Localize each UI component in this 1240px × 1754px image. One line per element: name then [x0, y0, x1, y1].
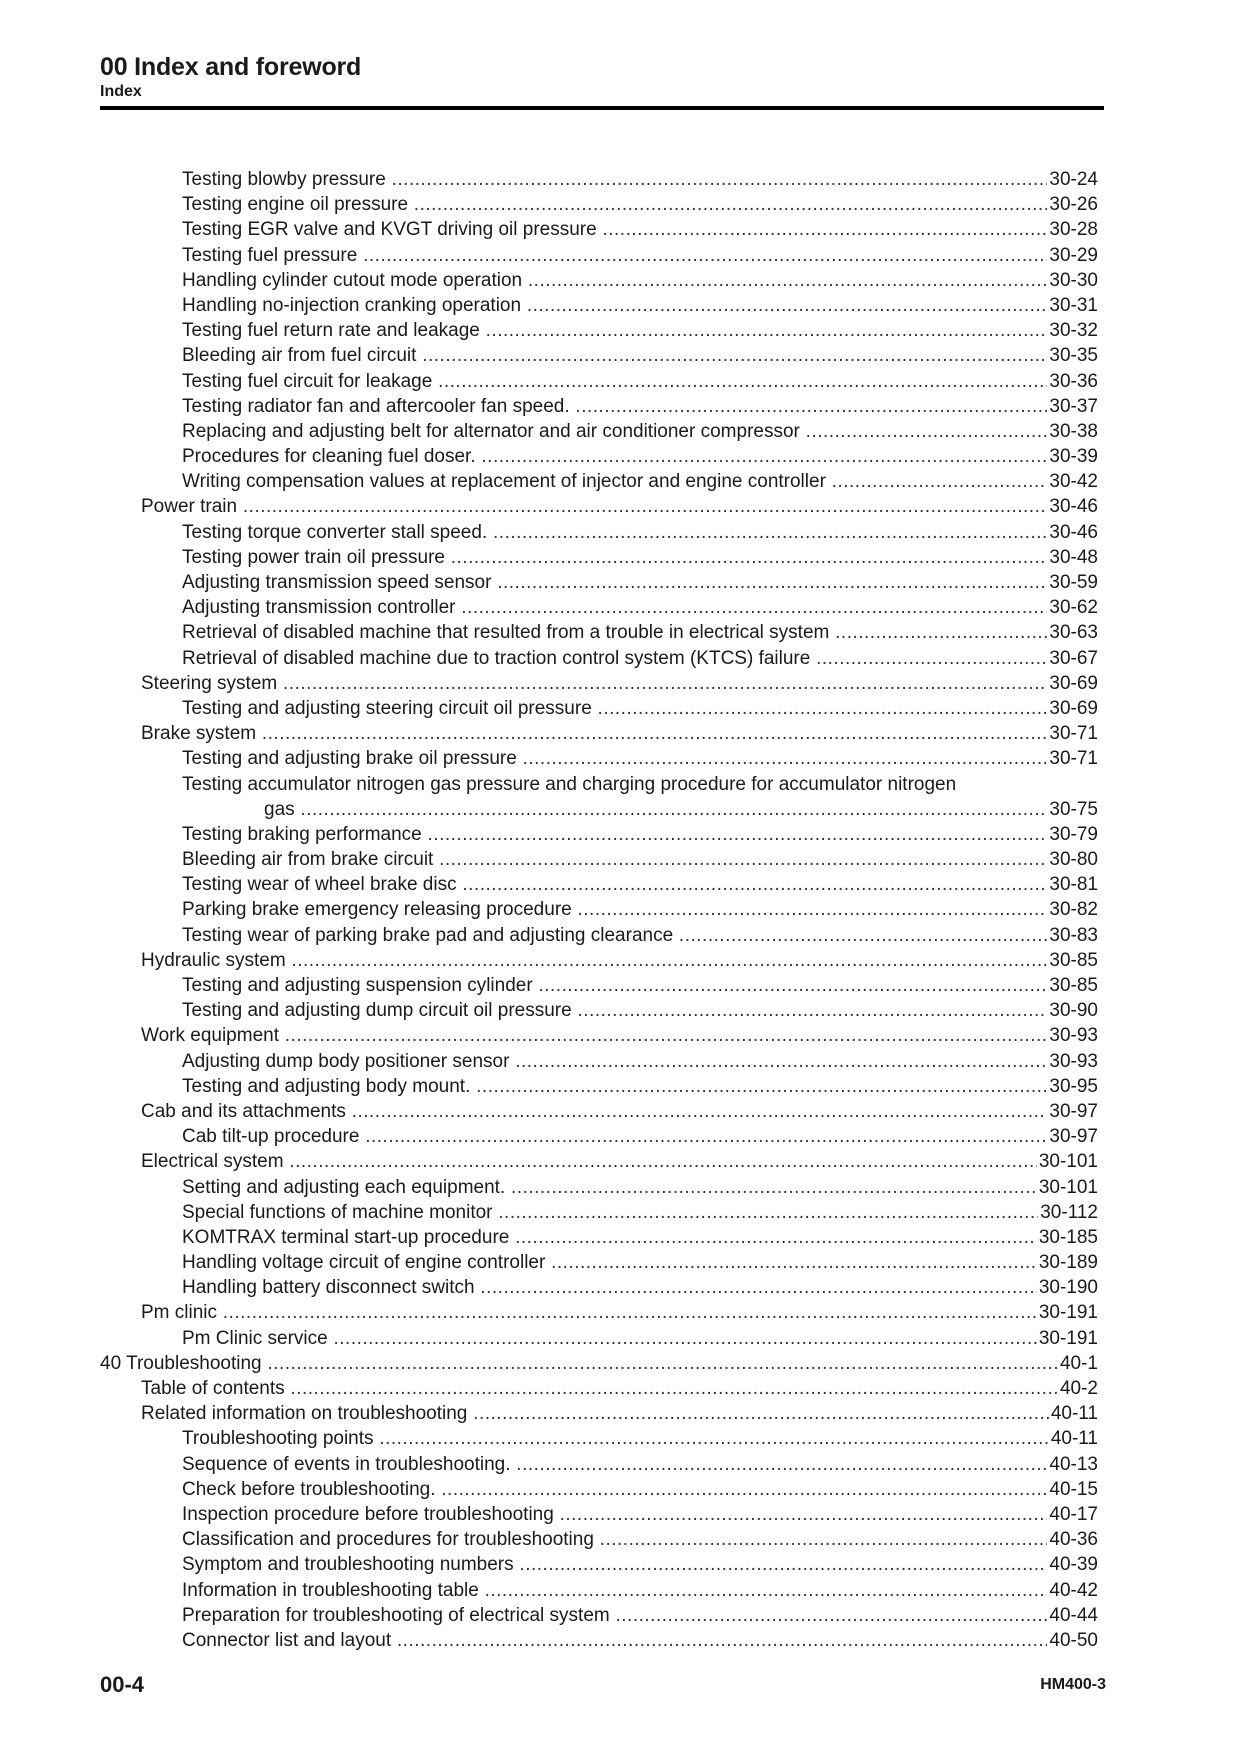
index-entry-page: 30-30	[1047, 268, 1098, 293]
index-entry-page: 30-97	[1047, 1099, 1098, 1124]
section-subtitle: Index	[100, 83, 142, 100]
index-entry-title-continued: gas .....	[264, 797, 1098, 822]
index-entry-title: Related information on troubleshooting .....	[141, 1401, 1098, 1426]
index-entry[interactable]	[100, 419, 1098, 444]
index-entry-title: Testing blowby pressure .....	[182, 167, 1098, 192]
index-entry[interactable]	[100, 1578, 1098, 1603]
index-entry[interactable]	[100, 1300, 1098, 1325]
index-entry-title: Retrieval of disabled machine that resulted from a trouble in electrical system .....	[182, 620, 1098, 645]
index-entry-title: Hydraulic system .....	[141, 948, 1098, 973]
index-entry-title: Writing compensation values at replacement of injector and engine controller .....	[182, 469, 1098, 494]
index-entry-page: 40-39	[1047, 1552, 1098, 1577]
index-entry-page: 30-189	[1037, 1250, 1098, 1275]
index-entry-title: Adjusting transmission controller .....	[182, 595, 1098, 620]
index-entry[interactable]	[100, 772, 1098, 822]
index-entry[interactable]	[100, 394, 1098, 419]
index-entry-title: Symptom and troubleshooting numbers .....	[182, 1552, 1098, 1577]
index-entry[interactable]	[100, 243, 1098, 268]
index-entry[interactable]	[100, 1351, 1098, 1376]
index-entry-page: 30-71	[1047, 721, 1098, 746]
index-entry-page: 30-112	[1038, 1200, 1098, 1225]
index-entry-title: Testing and adjusting suspension cylinder .....	[182, 973, 1098, 998]
index-entry[interactable]	[100, 1603, 1098, 1628]
index-entry[interactable]	[100, 268, 1098, 293]
index-entry[interactable]	[100, 1250, 1098, 1275]
index-entry-page: 30-62	[1047, 595, 1098, 620]
index-entry-page: 30-24	[1047, 167, 1098, 192]
index-entry[interactable]	[100, 1628, 1098, 1653]
index-entry-page: 40-17	[1047, 1502, 1098, 1527]
index-entry-title: Work equipment .....	[141, 1023, 1098, 1048]
index-entry-title: Brake system .....	[141, 721, 1098, 746]
index-entry-page: 30-69	[1047, 671, 1098, 696]
index-entry[interactable]	[100, 872, 1098, 897]
index-entry-page: 30-42	[1047, 469, 1098, 494]
index-entry-title: Bleeding air from fuel circuit .....	[182, 343, 1098, 368]
index-entry[interactable]	[100, 671, 1098, 696]
index-entry[interactable]	[100, 520, 1098, 545]
index-entry[interactable]	[100, 192, 1098, 217]
index-entry[interactable]	[100, 1401, 1098, 1426]
index-entry-page: 30-83	[1047, 923, 1098, 948]
index-entry-title: Testing torque converter stall speed. .....	[182, 520, 1098, 545]
index-entry-title: Replacing and adjusting belt for alternator and air conditioner compressor .....	[182, 419, 1098, 444]
index-entry[interactable]	[100, 646, 1098, 671]
index-entry-title: 40 Troubleshooting .....	[100, 1351, 1098, 1376]
index-entry-page: 30-69	[1047, 696, 1098, 721]
index-entry-title: Bleeding air from brake circuit .....	[182, 847, 1098, 872]
index-entry[interactable]	[100, 1124, 1098, 1149]
index-entry-title: Cab and its attachments .....	[141, 1099, 1098, 1124]
index-entry-title: Testing accumulator nitrogen gas pressure and charging procedure for accumulator nitrogen	[182, 773, 957, 795]
index-entry-page: 40-1	[1058, 1351, 1098, 1376]
index-entry[interactable]	[100, 1275, 1098, 1300]
index-entry-page: 30-101	[1037, 1149, 1098, 1174]
index-entry-page: 40-36	[1047, 1527, 1098, 1552]
index-entry-page: 30-63	[1047, 620, 1098, 645]
index-entry[interactable]	[100, 1099, 1098, 1124]
index-entry[interactable]	[100, 847, 1098, 872]
index-entry[interactable]	[100, 822, 1098, 847]
index-entry-page: 30-46	[1047, 494, 1098, 519]
index-entry-title: Special functions of machine monitor .....	[182, 1200, 1098, 1225]
index-entry-title: Pm Clinic service .....	[182, 1326, 1098, 1351]
index-entry[interactable]	[100, 696, 1098, 721]
index-entry-title: Testing radiator fan and aftercooler fan speed. .....	[182, 394, 1098, 419]
index-entry-title: Testing power train oil pressure .....	[182, 545, 1098, 570]
index-entry[interactable]	[100, 998, 1098, 1023]
model-number: HM400-3	[1040, 1676, 1106, 1693]
header-rule	[100, 106, 1104, 110]
index-entry-page: 40-11	[1049, 1401, 1098, 1426]
index-entry-page: 30-28	[1047, 217, 1098, 242]
index-entry[interactable]	[100, 469, 1098, 494]
index-entry-page: 40-13	[1047, 1452, 1098, 1477]
index-entry-title: Check before troubleshooting. .....	[182, 1477, 1098, 1502]
index-entry[interactable]	[100, 1527, 1098, 1552]
index-entry-title: Testing fuel return rate and leakage .....	[182, 318, 1098, 343]
index-entry-title: KOMTRAX terminal start-up procedure .....	[182, 1225, 1098, 1250]
index-entry-title: Testing and adjusting steering circuit oil pressure .....	[182, 696, 1098, 721]
index-entry[interactable]	[100, 1200, 1098, 1225]
index-entry-page: 30-93	[1047, 1049, 1098, 1074]
index-entry-title: Adjusting transmission speed sensor .....	[182, 570, 1098, 595]
index-entry-title: Cab tilt-up procedure .....	[182, 1124, 1098, 1149]
index-entry-page: 30-82	[1047, 897, 1098, 922]
index-entry-page: 30-75	[1047, 797, 1098, 822]
index-entry-title: Testing EGR valve and KVGT driving oil pressure .....	[182, 217, 1098, 242]
index-entry[interactable]	[100, 1175, 1098, 1200]
index-entry-title: Handling battery disconnect switch .....	[182, 1275, 1098, 1300]
index-entry[interactable]	[100, 1477, 1098, 1502]
index-entry[interactable]	[100, 1023, 1098, 1048]
index-entry[interactable]	[100, 1552, 1098, 1577]
index-entry[interactable]	[100, 1049, 1098, 1074]
index-entry-title: Setting and adjusting each equipment. .....	[182, 1175, 1098, 1200]
index-entry-page: 30-93	[1047, 1023, 1098, 1048]
chapter-title: 00 Index and foreword	[100, 53, 362, 81]
index-entry-page: 30-85	[1047, 948, 1098, 973]
index-entry-page: 30-46	[1047, 520, 1098, 545]
index-entry-title: Handling cylinder cutout mode operation .....	[182, 268, 1098, 293]
index-entry-title: Testing fuel pressure .....	[182, 243, 1098, 268]
index-entry-title: Testing engine oil pressure .....	[182, 192, 1098, 217]
index-entry-page: 40-11	[1049, 1426, 1098, 1451]
index-entry[interactable]	[100, 293, 1098, 318]
index-entry[interactable]	[100, 167, 1098, 192]
index-entry-page: 30-97	[1047, 1124, 1098, 1149]
index-entry[interactable]	[100, 1502, 1098, 1527]
index-entry-page: 30-31	[1047, 293, 1098, 318]
index-entry-title: Information in troubleshooting table .....	[182, 1578, 1098, 1603]
index-entry[interactable]	[100, 1074, 1098, 1099]
index-entry-title: Parking brake emergency releasing procedure .....	[182, 897, 1098, 922]
index-entry-title: Testing braking performance .....	[182, 822, 1098, 847]
index-entry-page: 30-101	[1037, 1175, 1098, 1200]
index-entry-title: Testing and adjusting brake oil pressure .....	[182, 746, 1098, 771]
index-entry-title: Inspection procedure before troubleshooting .....	[182, 1502, 1098, 1527]
index-entry-title: Adjusting dump body positioner sensor .....	[182, 1049, 1098, 1074]
index-entry-page: 30-191	[1037, 1326, 1098, 1351]
index-entry[interactable]	[100, 923, 1098, 948]
index-entry[interactable]	[100, 1426, 1098, 1451]
index-entry[interactable]	[100, 746, 1098, 771]
index-entry[interactable]	[100, 948, 1098, 973]
index-entry-page: 30-48	[1047, 545, 1098, 570]
index-entry[interactable]	[100, 1452, 1098, 1477]
index-entry-page: 30-38	[1047, 419, 1098, 444]
index-entry-title: Sequence of events in troubleshooting. .....	[182, 1452, 1098, 1477]
index-entry[interactable]	[100, 620, 1098, 645]
index-entry[interactable]	[100, 444, 1098, 469]
index-entry-page: 30-71	[1047, 746, 1098, 771]
index-entry[interactable]	[100, 721, 1098, 746]
index-entry-page: 30-67	[1047, 646, 1098, 671]
index-entry[interactable]	[100, 318, 1098, 343]
index-entry[interactable]	[100, 973, 1098, 998]
index-entry-page: 30-190	[1037, 1275, 1098, 1300]
index-entry-page: 30-95	[1047, 1074, 1098, 1099]
index-entry[interactable]	[100, 1326, 1098, 1351]
index-entry-page: 40-2	[1058, 1376, 1098, 1401]
index-entry-page: 40-15	[1047, 1477, 1098, 1502]
index-entry-title: Testing fuel circuit for leakage .....	[182, 369, 1098, 394]
index-entry-page: 30-85	[1047, 973, 1098, 998]
index-entry[interactable]	[100, 1149, 1098, 1174]
index-entry-page: 30-81	[1047, 872, 1098, 897]
index-entry-page: 30-80	[1047, 847, 1098, 872]
index-entry-page: 30-185	[1037, 1225, 1098, 1250]
index-entry-page: 40-50	[1047, 1628, 1098, 1653]
index-entry[interactable]	[100, 343, 1098, 368]
index-entry[interactable]	[100, 545, 1098, 570]
index-entry-title: Steering system .....	[141, 671, 1098, 696]
index-entry-page: 30-59	[1047, 570, 1098, 595]
index-entry[interactable]	[100, 595, 1098, 620]
index-entry-title: Handling no-injection cranking operation .....	[182, 293, 1098, 318]
index-entry-title: Testing and adjusting body mount. .....	[182, 1074, 1098, 1099]
index-entry-title: Retrieval of disabled machine due to traction control system (KTCS) failure .....	[182, 646, 1098, 671]
index-entry[interactable]	[100, 1376, 1098, 1401]
index-entry-page: 40-44	[1047, 1603, 1098, 1628]
index-list	[100, 167, 1098, 1653]
index-entry[interactable]	[100, 369, 1098, 394]
index-entry-page: 30-191	[1037, 1300, 1098, 1325]
index-entry-title: Connector list and layout .....	[182, 1628, 1098, 1653]
index-entry-title: Testing and adjusting dump circuit oil pressure .....	[182, 998, 1098, 1023]
index-entry[interactable]	[100, 570, 1098, 595]
index-entry-page: 40-42	[1047, 1578, 1098, 1603]
index-entry-title: Preparation for troubleshooting of electrical system .....	[182, 1603, 1098, 1628]
index-entry-title: Testing wear of parking brake pad and adjusting clearance .....	[182, 923, 1098, 948]
index-entry-page: 30-35	[1047, 343, 1098, 368]
index-entry[interactable]	[100, 494, 1098, 519]
index-entry-title: Testing wear of wheel brake disc .....	[182, 872, 1098, 897]
index-entry-title: Handling voltage circuit of engine controller .....	[182, 1250, 1098, 1275]
index-entry[interactable]	[100, 897, 1098, 922]
page-number: 00-4	[100, 1672, 145, 1697]
index-entry-page: 30-29	[1047, 243, 1098, 268]
index-entry-page: 30-79	[1047, 822, 1098, 847]
index-entry-page: 30-32	[1047, 318, 1098, 343]
index-entry-title: Electrical system .....	[141, 1149, 1098, 1174]
index-entry[interactable]	[100, 217, 1098, 242]
index-entry-title: Procedures for cleaning fuel doser. .....	[182, 444, 1098, 469]
index-entry-title: Troubleshooting points .....	[182, 1426, 1098, 1451]
index-entry-page: 30-26	[1047, 192, 1098, 217]
index-entry-title: Power train .....	[141, 494, 1098, 519]
index-entry-title: Table of contents .....	[141, 1376, 1098, 1401]
index-entry-title: Classification and procedures for troubleshooting .....	[182, 1527, 1098, 1552]
index-entry[interactable]	[100, 1225, 1098, 1250]
index-entry-page: 30-36	[1047, 369, 1098, 394]
index-entry-title: Pm clinic .....	[141, 1300, 1098, 1325]
index-entry-page: 30-39	[1047, 444, 1098, 469]
index-entry-page: 30-90	[1047, 998, 1098, 1023]
page-header	[100, 52, 1104, 102]
index-entry-page: 30-37	[1047, 394, 1098, 419]
